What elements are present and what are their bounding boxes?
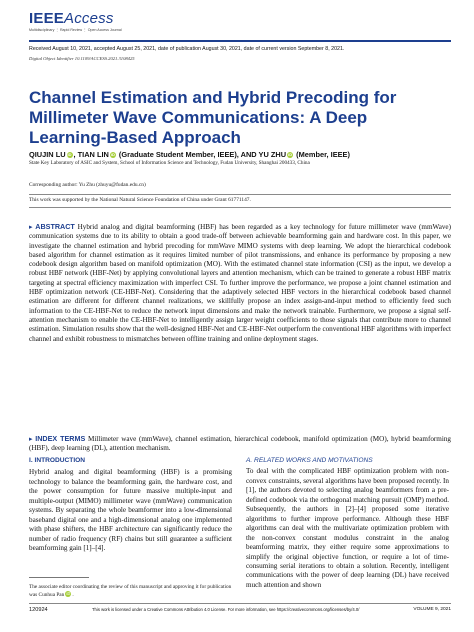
doi: Digital Object Identifier 10.1109/ACCESS.2021.3108425 (29, 56, 135, 61)
volume: VOLUME 9, 2021 (413, 607, 451, 612)
orcid-icon[interactable]: iD (67, 152, 72, 157)
publication-dates: Received August 10, 2021, accepted August 25, 2021, date of publication August 30, 2021, date of current version September 8, 2021. (29, 46, 345, 52)
page-number: 120924 (29, 607, 48, 613)
journal-tagline: Multidisciplinary ⋮ Rapid Review ⋮ Open Access Journal (29, 28, 122, 32)
paper-title: Channel Estimation and Hybrid Precoding for Millimeter Wave Communications: A Deep Learning-Based Approach (29, 88, 397, 147)
header-rule (29, 40, 451, 42)
author-note: (Member, IEEE) (296, 150, 350, 159)
footnote: The associate editor coordinating the review of this manuscript and approving it for publication was Cunhua Pan iD . (29, 584, 232, 598)
subsection-text: To deal with the complicated HBF optimization problem with non-convex constraints, several algorithms have been proposed recently. In [1], the authors devoted to selecting analog beamformers from a pre-defined codebook via the orthogonal matching pursuit (OMP) method. Subsequently, the authors in [2]–[4] proposed some iterative algorithms to further improve performance. Although these HBF algorithms can deal with the multivariate optimization problem with the non-convex constant modulus constraint in the analog beamforming matrix, they either require some approximations to simplify the original objective function, or require a lot of time-consuming serial iterations to obtain a solution. Recently, intelligent communications with the power of deep learning (DL) have received much attention and shown (246, 467, 449, 589)
footer-rule (29, 603, 451, 604)
section-text: Hybrid analog and digital beamforming (HBF) is a promising technology to balance the beamforming gain, the hardware cost, and the power consumption for future massive multiple-input and multiple-output (MIMO) millimeter wave (mmWave) communication systems. By separating the whole beamformer into a low-dimensional baseband digital one and a high-dimensional analog one implemented with phase shifters, the HBF architecture can significantly reduce the number of radio frequency (RF) chains but still guarantee a sufficient beamforming gain [1]–[4]. (29, 468, 232, 553)
license-text: This work is licensed under a Creative Commons Attribution 4.0 License. For more information, see https://creativecommons.org/licenses/by/4.0/ (92, 607, 360, 612)
author-name: QIUJIN LU (29, 150, 66, 159)
orcid-icon[interactable]: iD (110, 152, 115, 157)
left-column (29, 456, 232, 554)
author-name: AND YU ZHU (240, 150, 287, 159)
orcid-icon[interactable]: iD (288, 152, 293, 157)
author-note: (Graduate Student Member, IEEE), (118, 150, 239, 159)
abstract (29, 222, 451, 344)
abstract-text: Hybrid analog and digital beamforming (HBF) has been regarded as a key technology for future millimeter wave (mmWave) communication systems due to its ability to obtain a good trade-off between achievable beamforming gain and hardware cost. In this paper, we investigate the channel estimation and hybrid precoding for mmWave MIMO systems with deep learning. We adopt the hierarchical codebook based algorithm for channel estimation as it requires limited number of pilot transmissions, and enhance its performance by proposing a new codebook design algorithm based on manifold optimization (MO). With the estimated channel state information (CSI) as the input, we develop a robust HBF network (HBF-Net) by applying convolutional layers and attention mechanism, which can be trained to generate a robust HBF matrix targeting at spectral efficiency maximization with imperfect CSI. To further improve the performance, we propose a joint channel estimation and HBF optimization network (CE-HBF-Net). Considering that the adaptively selected HBF vectors in the hierarchical codebook based channel estimation are different for different channel realizations, we skillfully propose an index assign-and-input method to efficiently feed such information to the CE-HBF-Net to reduce the network input dimensions and make the network trainable. Furthermore, we propose a signal self-attention mechanism to enable the CE-HBF-Net to intelligently assign larger weight coefficients to those signals that contribute more to channel estimation. Simulation results show that the well-designed HBF-Net and CE-HBF-Net outperform the conventional HBF algorithms with imperfect channel and exhibit robustness to mismatches between offline training and online deployment stages. (29, 223, 451, 343)
abstract-label: ABSTRACT (35, 222, 75, 231)
orcid-icon[interactable]: iD (66, 591, 71, 596)
divider (29, 194, 451, 195)
arrow-icon: ▸ (29, 224, 33, 231)
author-list: QIUJIN LU iD , TIAN LIN iD (Graduate Student Member, IEEE), AND YU ZHU iD (Member, IEEE) (29, 150, 350, 159)
corresponding-author: Corresponding author: Yu Zhu (zhuyu@fudan.edu.cn) (29, 182, 146, 188)
section-title: I. INTRODUCTION (29, 457, 86, 464)
right-column (246, 456, 449, 590)
divider (29, 207, 451, 208)
funding-note: This work was supported by the National Natural Science Foundation of China under Grant 61771147. (29, 197, 251, 203)
index-terms-label: INDEX TERMS (35, 434, 86, 443)
index-terms (29, 434, 451, 454)
subsection-title: A. RELATED WORKS AND MOTIVATIONS (246, 457, 373, 464)
arrow-icon: ▸ (29, 436, 33, 443)
affiliation: State Key Laboratory of ASIC and System, School of Information Science and Technology, Fudan University, Shanghai 200433, China (29, 160, 310, 166)
footnote-rule (29, 577, 89, 578)
index-terms-text: Millimeter wave (mmWave), channel estimation, hierarchical codebook, manifold optimization (MO), hybrid beamforming (HBF), deep learning (DL), attention mechanism. (29, 435, 451, 453)
journal-logo: IEEEAccess (29, 10, 114, 27)
author-name: TIAN LIN (77, 150, 109, 159)
